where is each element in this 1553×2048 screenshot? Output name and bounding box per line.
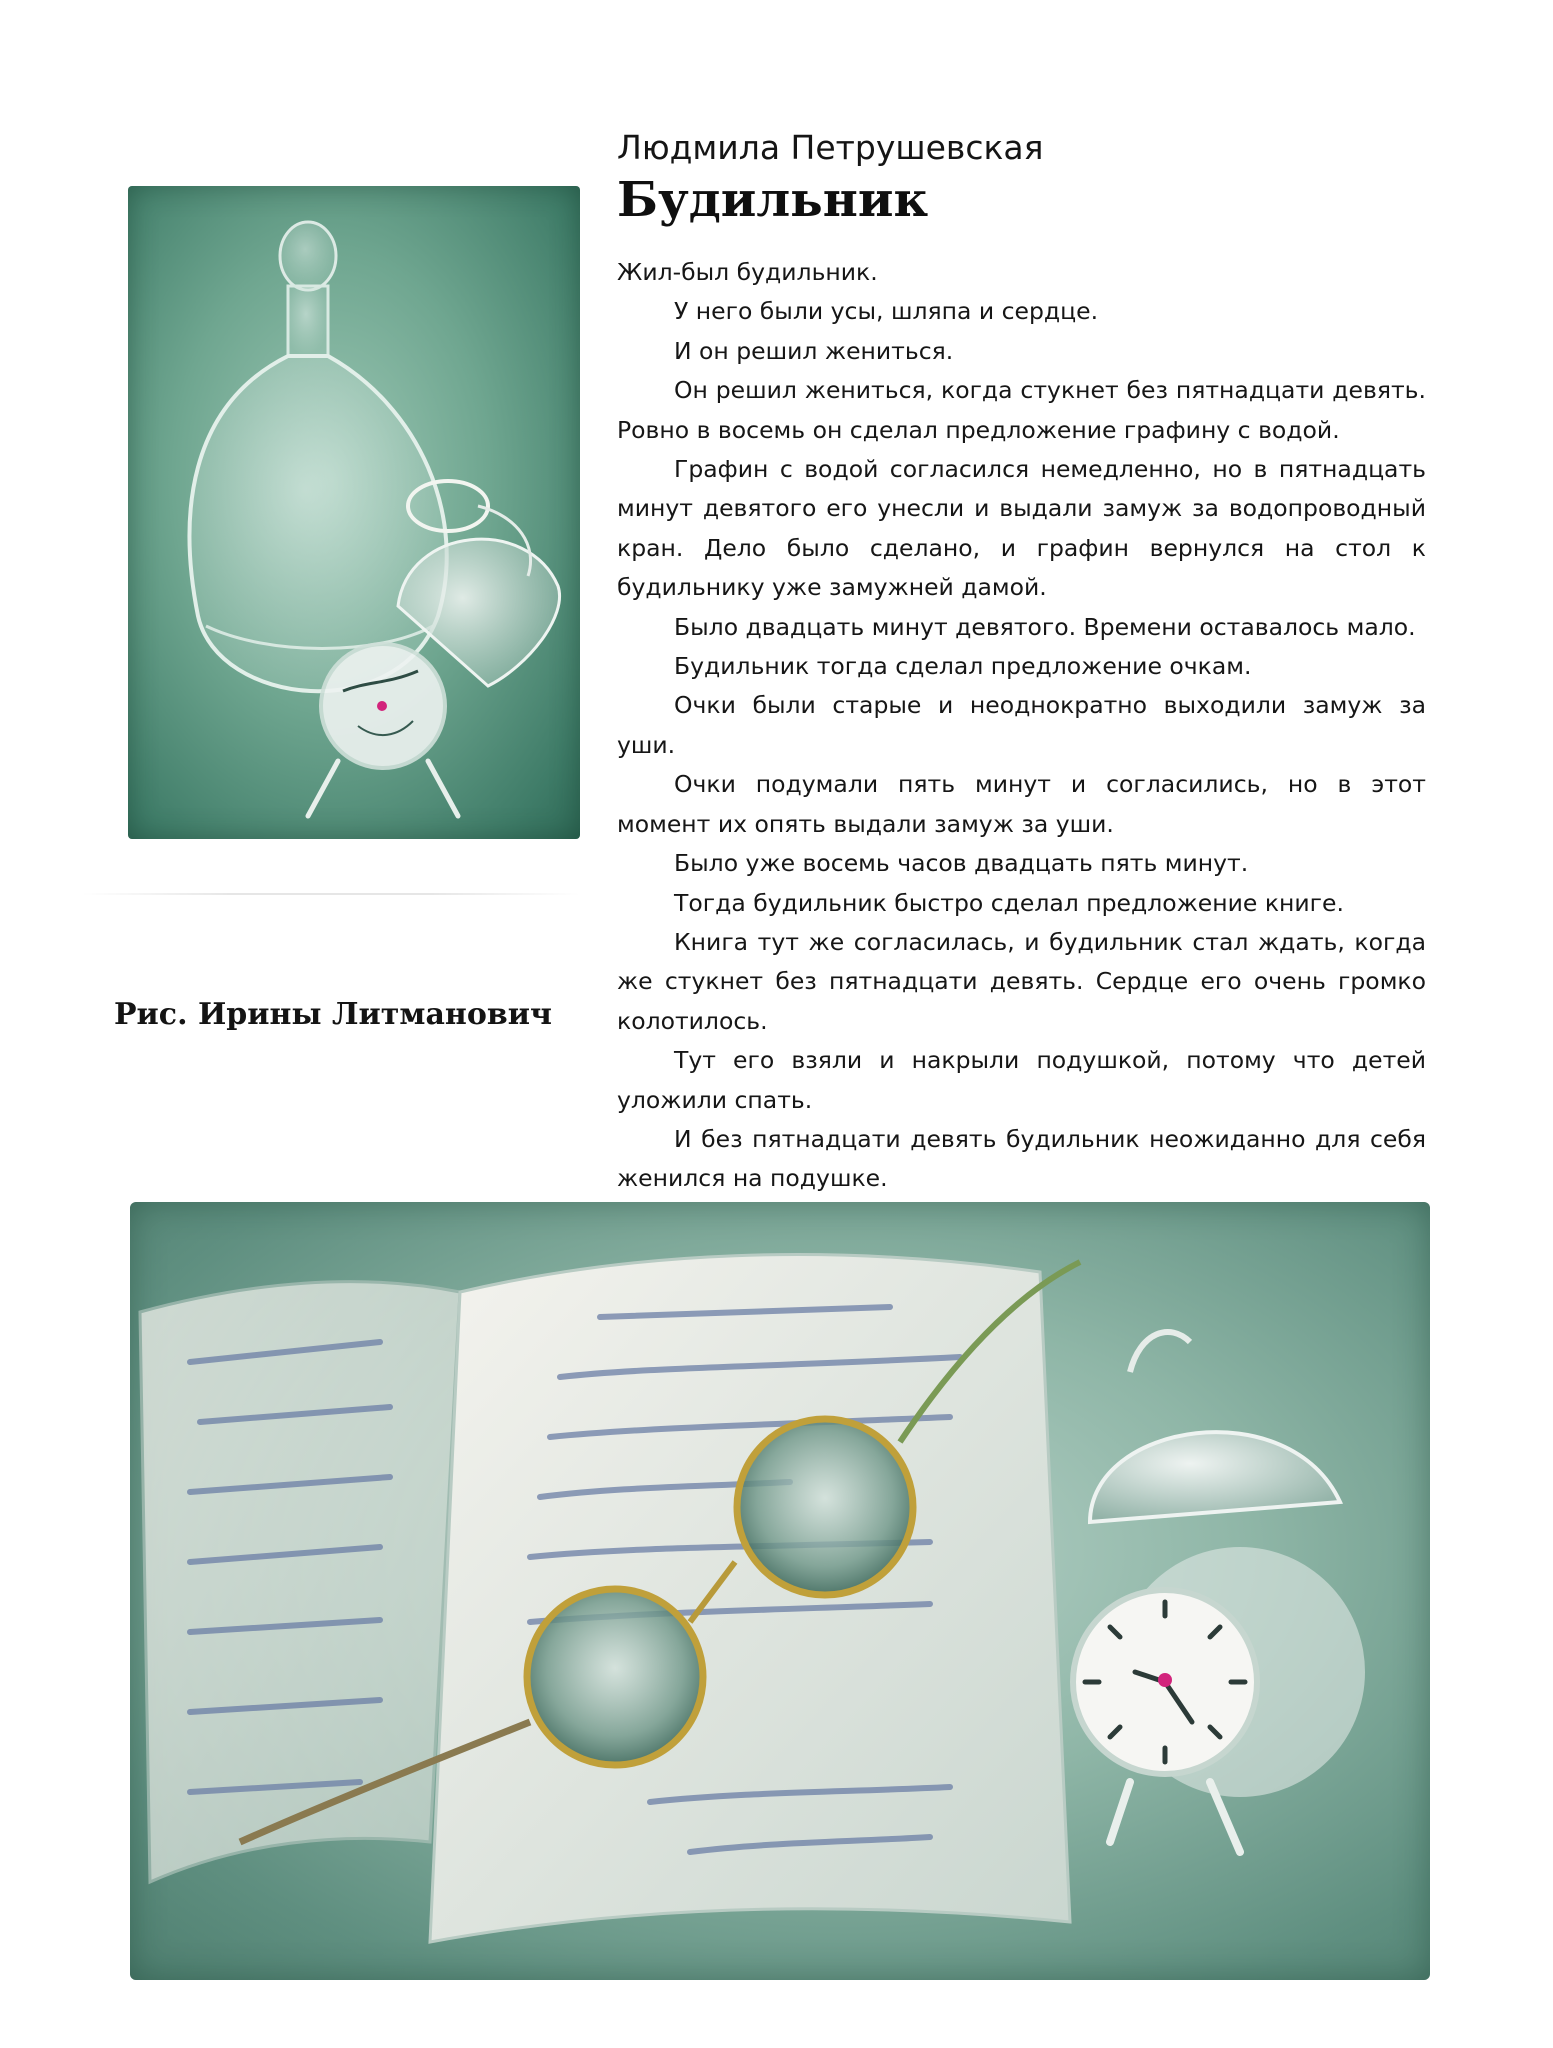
story-paragraph: И он решил жениться. [674,336,954,365]
illustration-book-glasses-clock [130,1202,1430,1980]
story-paragraph: И без пятнадцати девять будильник неожиданно для себя женился на подушке. [617,1124,1426,1193]
story-paragraph: Было уже восемь часов двадцать пять минут. [674,849,1249,878]
story-title: Будильник [617,172,929,228]
story-paragraph: У него были усы, шляпа и сердце. [674,297,1099,326]
story-text [617,253,1426,1199]
caption-divider [82,893,580,895]
story-paragraph: Будильник тогда сделал предложение очкам. [674,652,1252,681]
story-paragraph: Очки подумали пять минут и согласились, но в этот момент их опять выдали замуж за уши. [617,770,1426,838]
carafe-clock-drawing [128,186,580,839]
story-paragraph: Очки были старые и неоднократно выходили замуж за уши. [617,691,1426,759]
illustration-credit: Рис. Ирины Литманович [114,997,552,1032]
author-name: Людмила Петрушевская [617,128,1044,167]
story-paragraph: Графин с водой согласился немедленно, но в пятнадцать минут девятого его унесли и выдали замуж за водопроводный кран. Дело было сделано, и графин вернулся на стол к будильнику уже замужней дамой. [617,455,1426,602]
story-paragraph: Книга тут же согласилась, и будильник стал ждать, когда же стукнет без пятнадцати девять. Сердце его очень громко колотилось. [617,927,1426,1035]
book-glasses-clock-drawing [130,1202,1430,1980]
story-paragraph: Было двадцать минут девятого. Времени оставалось мало. [674,612,1416,641]
story-paragraph: Тогда будильник быстро сделал предложение книге. [674,888,1344,917]
story-paragraph: Жил-был будильник. [617,258,878,286]
illustration-carafe-clock [128,186,580,839]
story-paragraph: Тут его взяли и накрыли подушкой, потому что детей уложили спать. [617,1046,1426,1114]
story-paragraph: Он решил жениться, когда стукнет без пятнадцати девять. Ровно в восемь он сделал предложение графину с водой. [617,376,1426,444]
